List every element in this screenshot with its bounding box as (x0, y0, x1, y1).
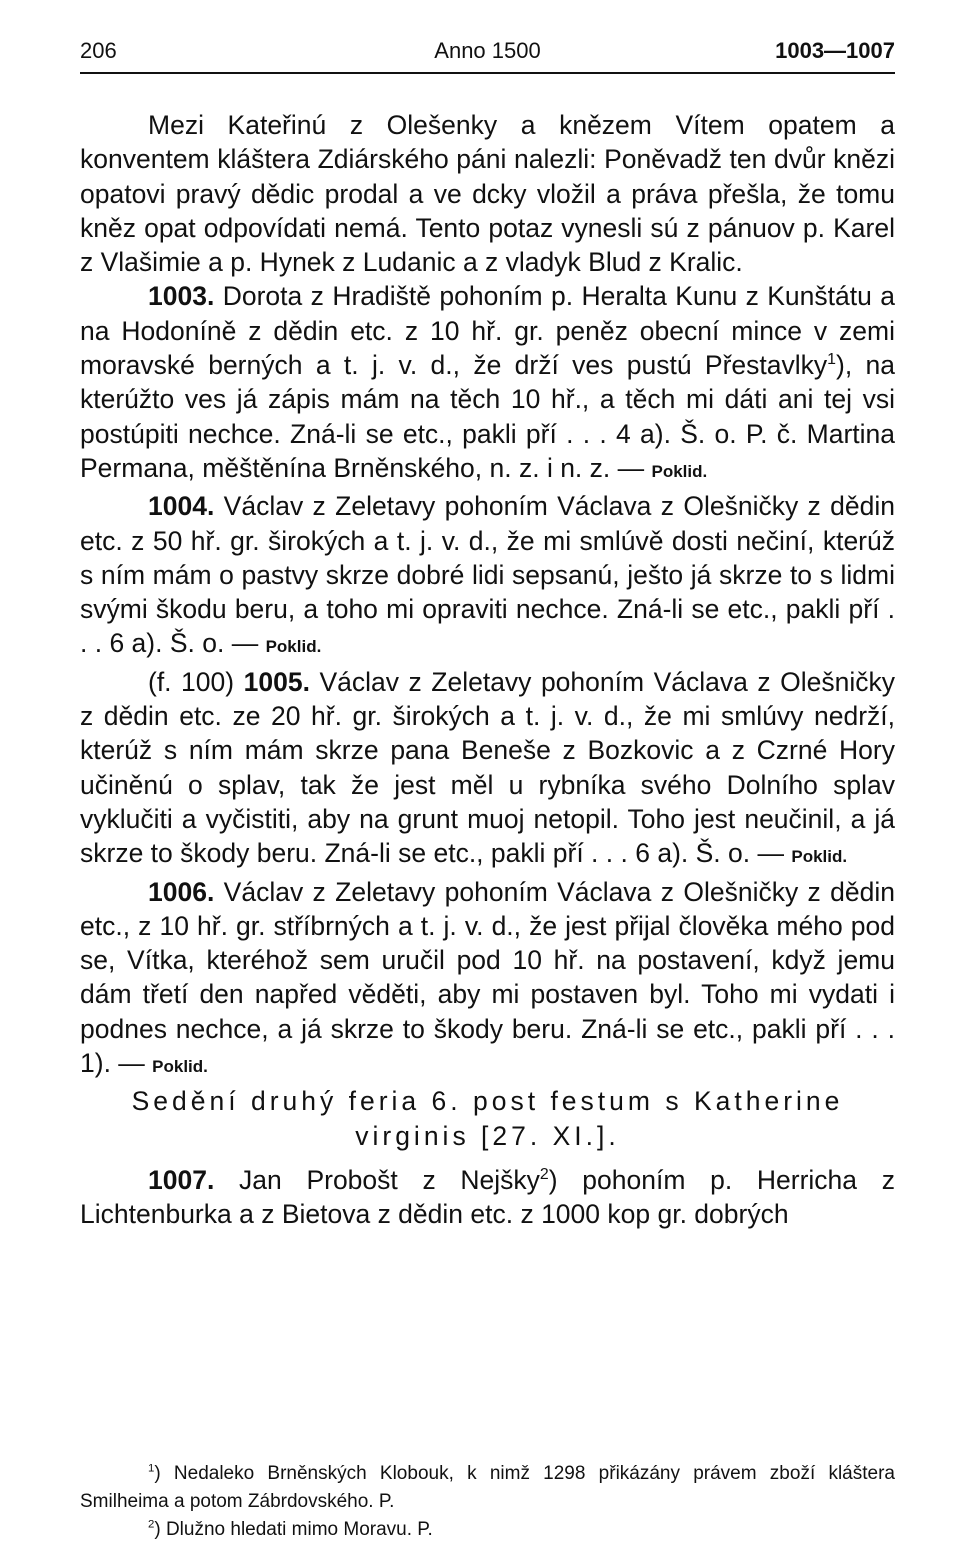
folio-marker: (f. 100) (148, 666, 244, 697)
footnote (80, 1460, 895, 1516)
footnotes (80, 1460, 895, 1544)
entry-number: 1004. (148, 491, 215, 522)
intro-paragraph: Mezi Kateřinú z Olešenky a knězem Vítem opatem a konventem kláštera Zdiárského páni nalezli: Poněvadž ten dvůr knězi opatovi pravý dědic prodal a ve dcky vložil a práva přešla, že tomu kněz opat odpovídati nemá. Tento potaz vynesli sú z pánuov p. Karel z Vlašimie a p. Hynek z Ludanic a z vladyk Blud z Kralic. (80, 110, 895, 278)
entry-text: Jan Probošt z Nejšky (214, 1164, 540, 1195)
footnote (80, 1516, 895, 1544)
verdict: Poklid. (791, 847, 848, 867)
footnote-text: ) Nedaleko Brněnských Klobouk, k nimž 1298 přikázány právem zboží kláštera Smilheima a potom Zábrdovského. P. (80, 1463, 895, 1512)
verdict: Poklid. (152, 1057, 208, 1077)
verdict: Poklid. (651, 461, 708, 481)
footnote-text: ) Dlužno hledati mimo Moravu. P. (154, 1519, 433, 1540)
entry-1003 (80, 279, 895, 489)
header-rule (80, 72, 895, 74)
document-page (80, 30, 896, 1540)
verdict: Poklid. (265, 637, 322, 657)
entry-number: 1007. (148, 1164, 215, 1195)
entry-1006 (80, 875, 895, 1085)
page-number: 206 (80, 38, 117, 63)
footnote-ref: 2 (539, 1166, 549, 1184)
entry-text: Dorota z Hradiště pohoním p. Heralta Kunu z Kunštátu a na Hodoníně z dědin etc. z 10 hř. gr. peněz obecní mince v zemi moravské berných a t. j. v. d., že drží ves pustú Přestavlky (80, 281, 895, 381)
footnote-mark: 2 (148, 1518, 155, 1531)
entry-1007 (80, 1163, 895, 1232)
entry-text-cont: ) pohoním p. Herricha z Lichtenburka a z Bietova z dědin etc. z 1000 kop gr. dobrých (80, 1164, 895, 1230)
entry-number: 1005. (243, 666, 310, 697)
running-title: Anno 1500 (434, 38, 541, 63)
session-heading: Sedění druhý feria 6. post festum s Katherine virginis [27. XI.]. (131, 1086, 844, 1151)
page-header (80, 30, 895, 70)
entry-text: Václav z Zeletavy pohoním Václava z Olešničky z dědin etc. ze 20 hř. gr. širokých a t. j. v. d., že mi smlúvy nedrží, kterúž s ním mám skrze pana Beneše z Bozkovic a z Czrné Hory učiněnú o splav, tak že jest měl u rybníka svého Dolního splav vyklučiti a vyčistiti, aby na grunt muoj netopil. Toho jest neučinil, a já skrze to škody beru. Zná-li se etc., pakli pří . . . 6 a). Š. o. — (80, 666, 895, 869)
entry-number: 1006. (148, 876, 215, 907)
entry-1004 (80, 489, 895, 664)
entry-text-cont: ), na kterúžto ves já zápis mám na těch 10 hř., a těch mi dáti ani tej vsi postúpiti nechce. Zná-li se etc., pakli pří . . . 4 a). Š. o. P. č. Martina Permana, měštěnína Brněnského, n. z. i n. z. — (80, 350, 896, 483)
footnote-mark: 1 (148, 1462, 155, 1475)
entry-range: 1003—1007 (775, 38, 895, 63)
entry-number: 1003. (148, 281, 215, 312)
main-text (80, 108, 895, 1232)
entry-text: Václav z Zeletavy pohoním Václava z Olešničky z dědin etc. z 50 hř. gr. širokých a t. j. v. d., že mi smlúvě dosti nečiní, kterúž s ním mám o pastvy skrze dobré lidi sepsanú, ješto já skrze to s lidmi svými škodu beru, a toho mi opraviti nechce. Zná-li se etc., pakli pří . . . 6 a). Š. o. — (80, 491, 895, 659)
footnote-ref: 1 (827, 351, 836, 369)
entry-text: Václav z Zeletavy pohoním Václava z Olešničky z dědin etc., z 10 hř. gr. stříbrných a t. j. v. d., že jest přijal člověka mého pod se, Vítka, kteréhož sem uručil pod 10 hř. na postavení, když jemu dám třetí den napřed věděti, aby mi postaven byl. Toho mi vydati i podnes nechce, a já skrze to škody beru. Zná-li se etc., pakli pří . . . 1). — (80, 876, 895, 1079)
entry-1005 (80, 665, 895, 875)
